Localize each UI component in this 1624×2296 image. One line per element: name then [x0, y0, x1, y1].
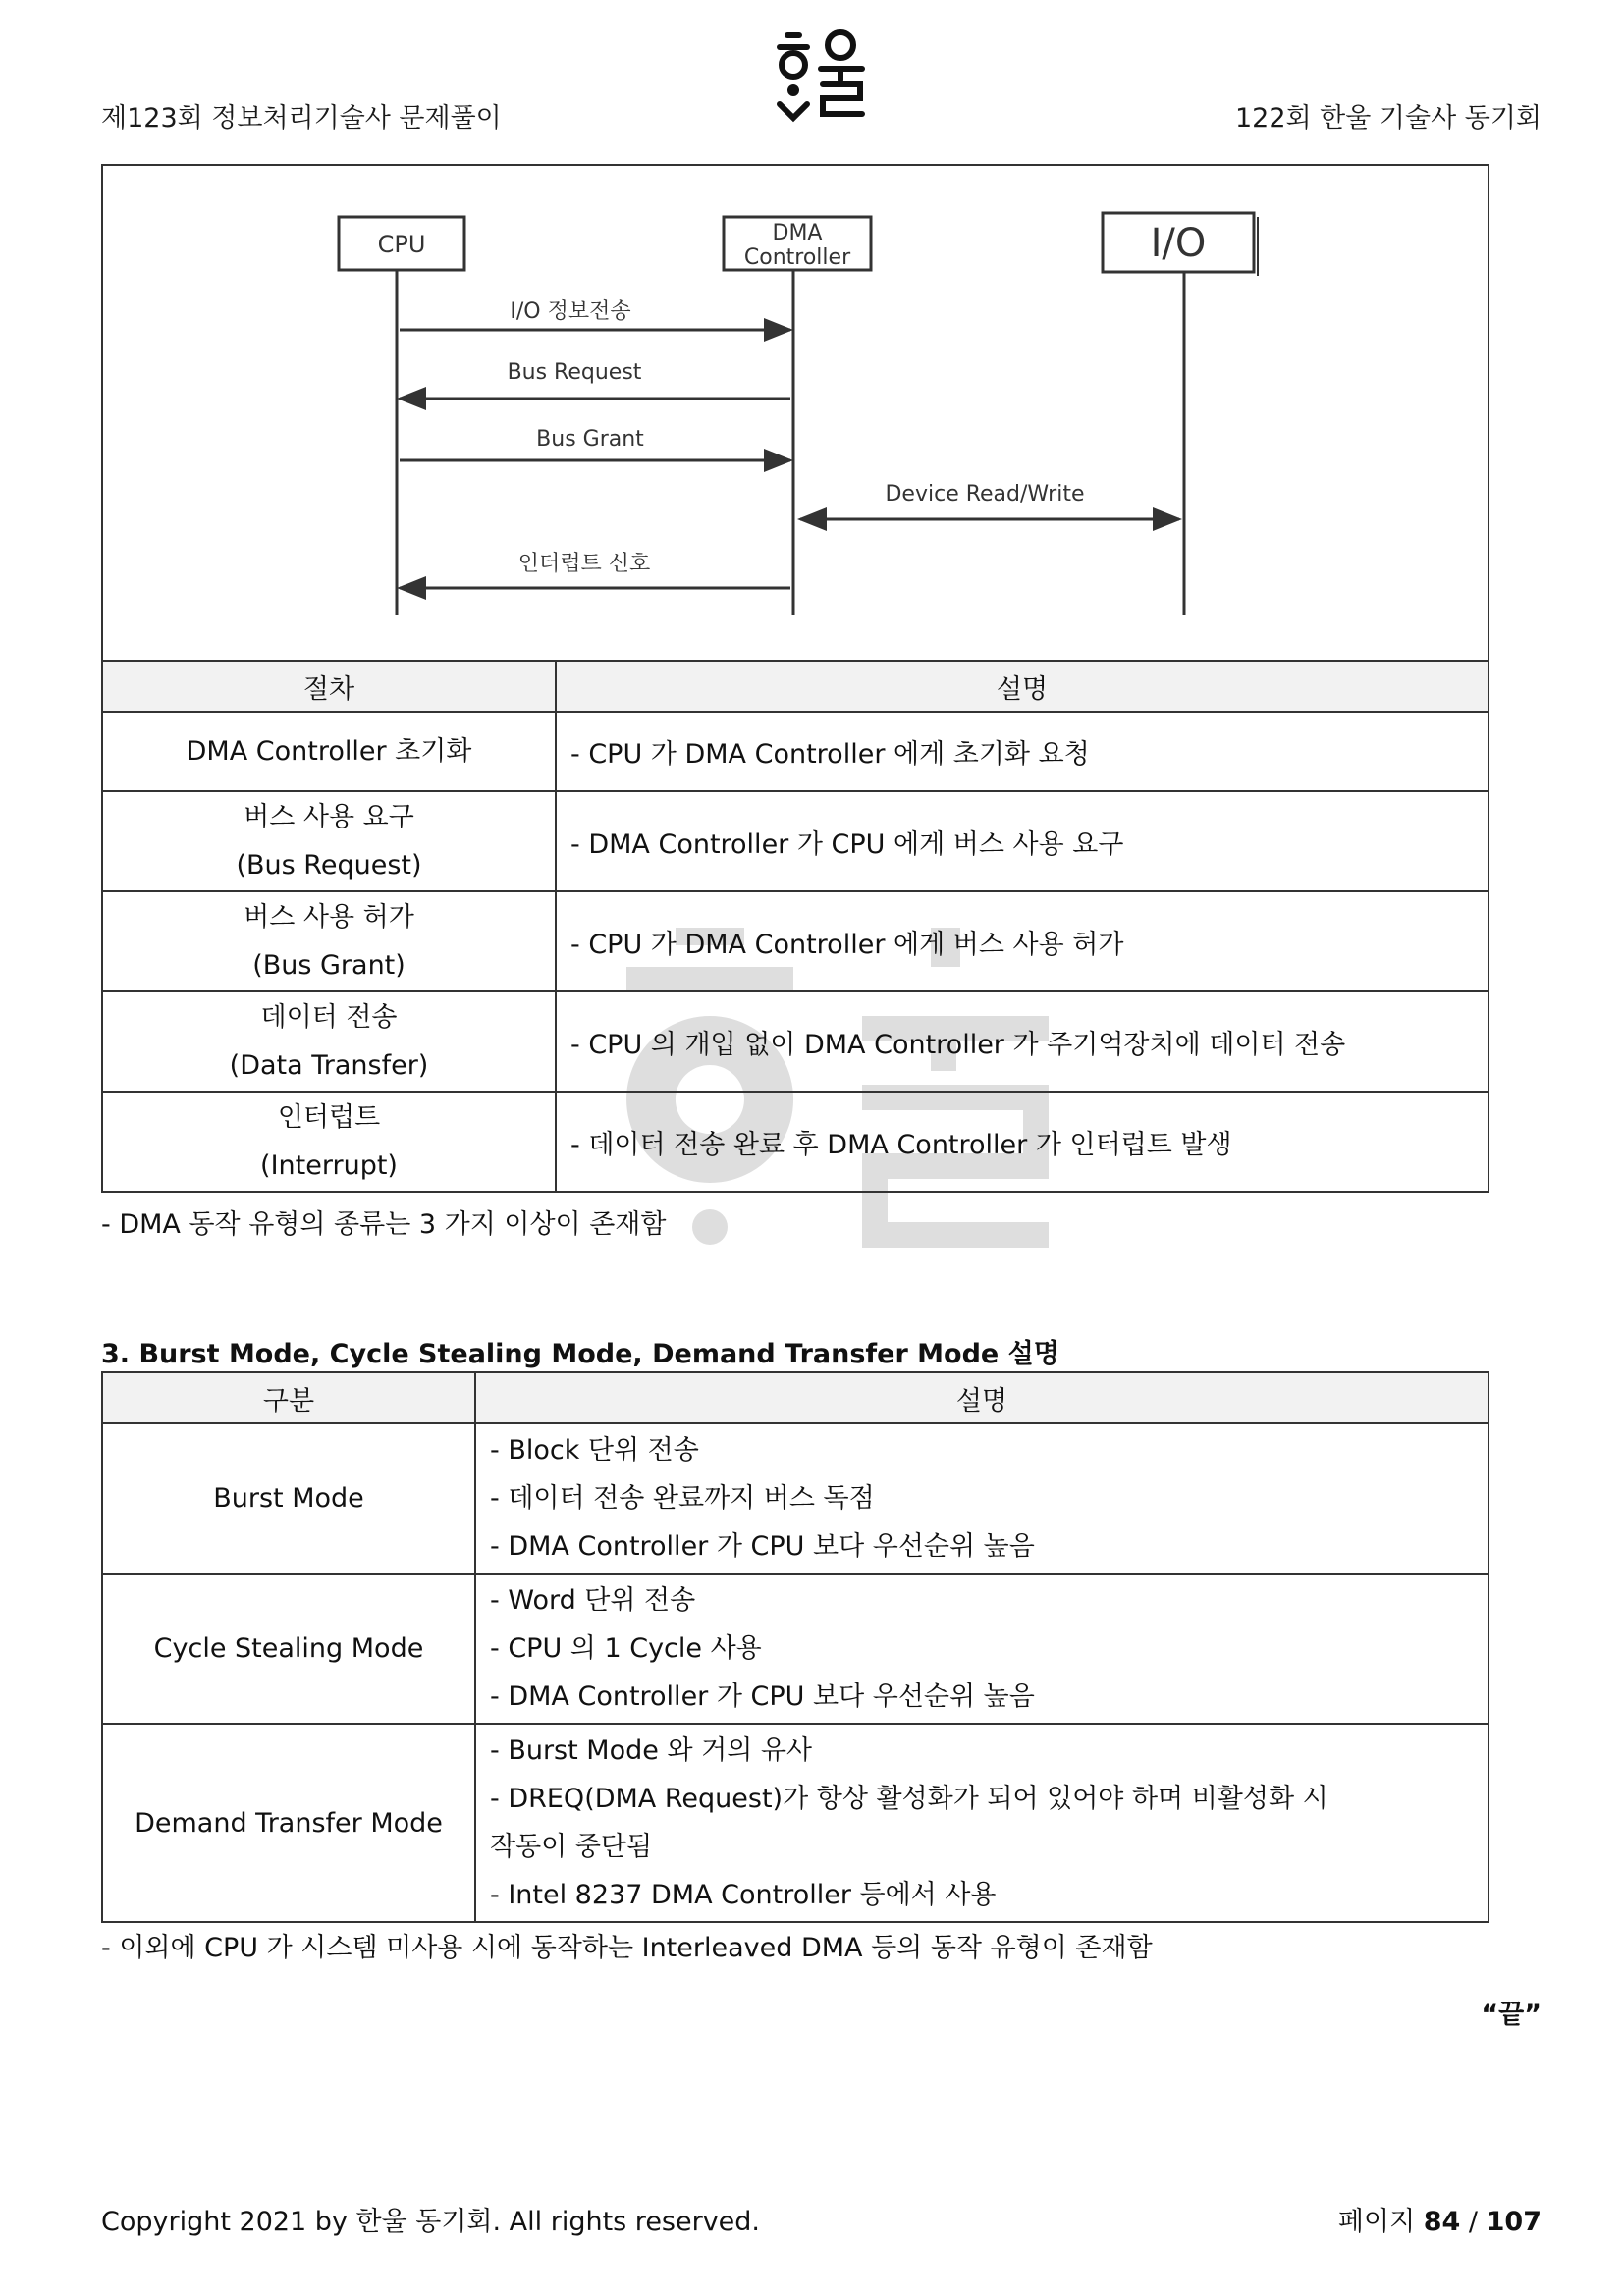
- footer-page-number: [1338, 2200, 1542, 2238]
- section-3-title: 3. Burst Mode, Cycle Stealing Mode, Demand Transfer Mode 설명: [101, 1339, 1059, 1369]
- procedure-name: 인터럽트: [277, 1102, 381, 1133]
- description-line: - Intel 8237 DMA Controller 등에서 사용: [490, 1880, 997, 1910]
- table-row: [102, 1724, 1489, 1922]
- description-line: - Word 단위 전송: [490, 1585, 696, 1616]
- msg-interrupt-label: 인터럽트 신호: [517, 552, 651, 576]
- description-cell: - CPU 가 DMA Controller 에게 버스 사용 허가: [556, 891, 1489, 991]
- description-line: - 데이터 전송 완료까지 버스 독점: [490, 1483, 875, 1514]
- description-line: 작동이 중단됨: [490, 1832, 653, 1862]
- table-row: [102, 891, 1489, 991]
- table-row: [102, 991, 1489, 1092]
- msg-bus-grant-label: Bus Grant: [536, 427, 644, 452]
- procedure-name-en: (Interrupt): [260, 1150, 398, 1181]
- description-cell: - DMA Controller 가 CPU 에게 버스 사용 요구: [556, 791, 1489, 891]
- table1-header-description: 설명: [556, 661, 1489, 712]
- table2-header-category: 구분: [102, 1372, 475, 1423]
- msg-io-info-label: I/O 정보전송: [510, 299, 631, 324]
- note-dma-types: - DMA 동작 유형의 종류는 3 가지 이상이 존재함: [101, 1209, 667, 1240]
- header-right-title: 122회 한울 기술사 동기회: [1234, 103, 1542, 133]
- mode-description: [475, 1423, 1489, 1574]
- procedure-name: DMA Controller 초기화: [186, 736, 472, 767]
- table-row: [102, 712, 1489, 791]
- io-label: I/O: [1150, 221, 1207, 266]
- procedure-name-en: (Data Transfer): [229, 1050, 429, 1081]
- procedure-name: 버스 사용 허가: [244, 902, 414, 933]
- msg-device-rw-label: Device Read/Write: [885, 482, 1085, 507]
- cpu-label: CPU: [377, 231, 426, 258]
- note-interleaved-dma: - 이외에 CPU 가 시스템 미사용 시에 동작하는 Interleaved DMA 등의 동작 유형이 존재함: [101, 1933, 1153, 1963]
- description-cell: - 데이터 전송 완료 후 DMA Controller 가 인터럽트 발생: [556, 1092, 1489, 1192]
- dma-sequence-diagram: [101, 164, 1489, 660]
- description-line: - Burst Mode 와 거의 유사: [490, 1735, 813, 1766]
- header-left-title: 제123회 정보처리기술사 문제풀이: [101, 103, 502, 133]
- footer-copyright: Copyright 2021 by 한울 동기회. All rights reserved.: [101, 2207, 761, 2237]
- end-mark: “끝”: [1481, 2000, 1542, 2030]
- procedure-cell: [102, 1092, 556, 1192]
- page-total: 107: [1486, 2207, 1542, 2237]
- hanul-logo: [774, 27, 868, 130]
- procedure-cell: [102, 991, 556, 1092]
- description-line: - DREQ(DMA Request)가 항상 활성화가 되어 있어야 하며 비활성화 시: [490, 1784, 1328, 1814]
- dma-procedure-table: [101, 660, 1489, 1193]
- description-line: - DMA Controller 가 CPU 보다 우선순위 높음: [490, 1531, 1035, 1562]
- mode-name: Burst Mode: [102, 1423, 475, 1574]
- description-cell: - CPU 의 개입 없이 DMA Controller 가 주기억장치에 데이터 전송: [556, 991, 1489, 1092]
- dma-label-line1: DMA: [772, 221, 823, 245]
- mode-name: Cycle Stealing Mode: [102, 1574, 475, 1724]
- table-row: [102, 791, 1489, 891]
- procedure-name: 버스 사용 요구: [244, 802, 414, 832]
- table1-header-procedure: 절차: [102, 661, 556, 712]
- msg-bus-request-label: Bus Request: [507, 360, 642, 385]
- procedure-cell: [102, 712, 556, 791]
- description-line: - CPU 의 1 Cycle 사용: [490, 1633, 762, 1664]
- description-line: - DMA Controller 가 CPU 보다 우선순위 높음: [490, 1682, 1035, 1712]
- procedure-name-en: (Bus Grant): [252, 950, 406, 981]
- description-cell: - CPU 가 DMA Controller 에게 초기화 요청: [556, 712, 1489, 791]
- mode-description: [475, 1724, 1489, 1922]
- procedure-cell: [102, 791, 556, 891]
- dma-label-line2: Controller: [743, 245, 851, 270]
- table-row: [102, 1092, 1489, 1192]
- table-row: [102, 1574, 1489, 1724]
- table-row: [102, 1423, 1489, 1574]
- page-separator: /: [1468, 2207, 1479, 2237]
- procedure-cell: [102, 891, 556, 991]
- dma-mode-table: [101, 1371, 1489, 1923]
- page-current: 84: [1423, 2207, 1461, 2237]
- mode-description: [475, 1574, 1489, 1724]
- procedure-name: 데이터 전송: [260, 1002, 398, 1033]
- mode-name: Demand Transfer Mode: [102, 1724, 475, 1922]
- table2-header-description: 설명: [475, 1372, 1489, 1423]
- description-line: - Block 단위 전송: [490, 1435, 699, 1466]
- page-label: 페이지: [1337, 2207, 1416, 2237]
- procedure-name-en: (Bus Request): [236, 850, 422, 881]
